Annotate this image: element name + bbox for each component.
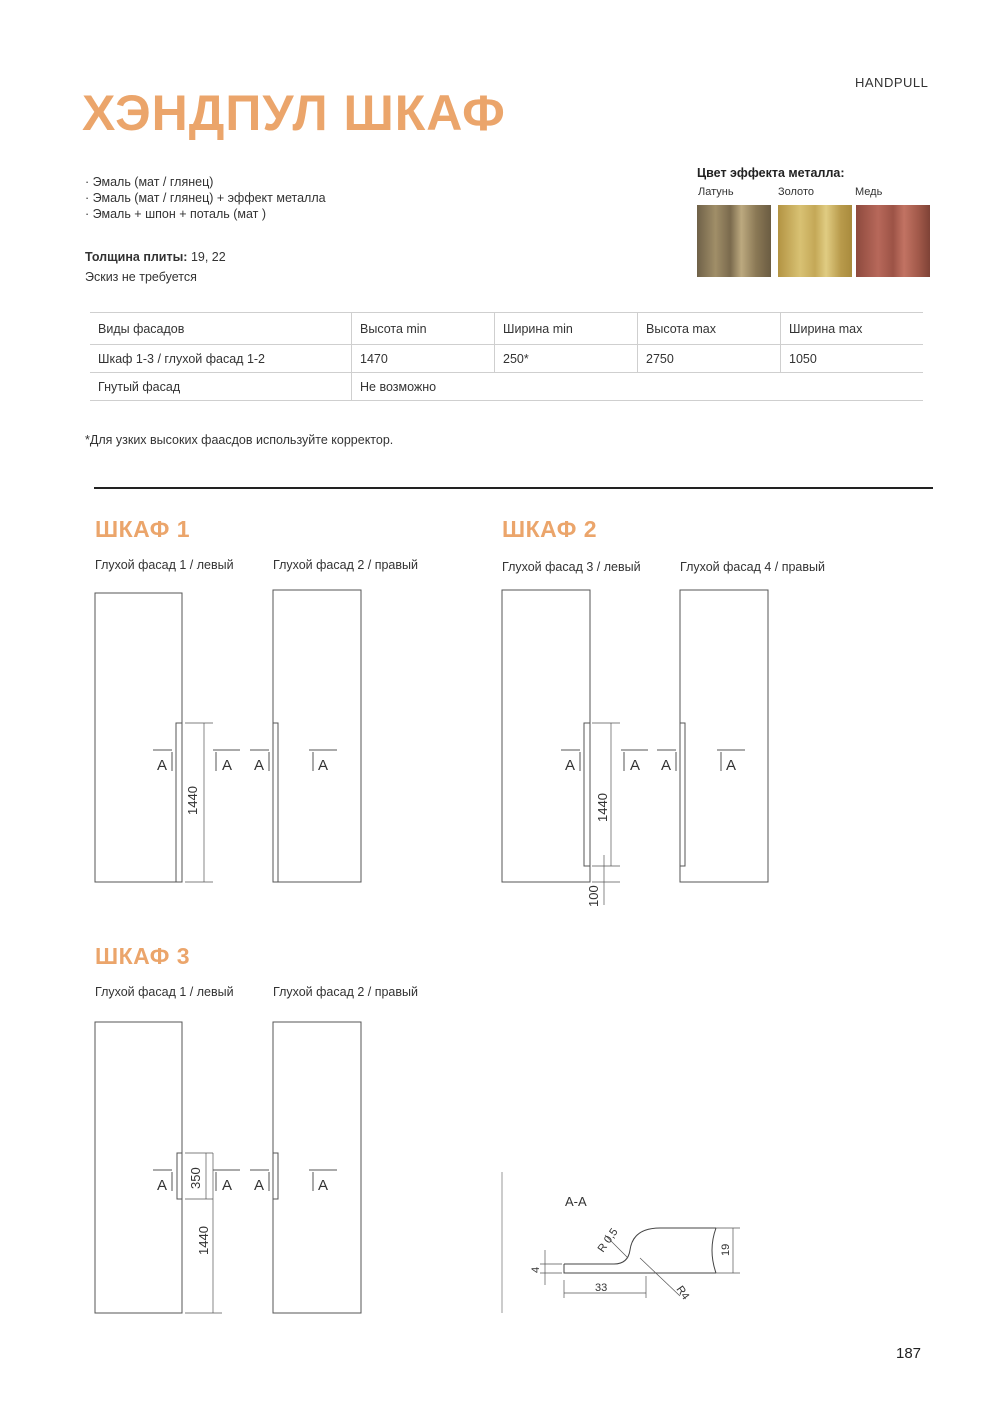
section-mark: A [157,1177,168,1194]
finish-item: · Эмаль (мат / глянец) [85,175,214,189]
facade-label: Глухой фасад 2 / правый [273,558,418,572]
swatch-label-gold: Золото [778,186,814,198]
section-mark: A [318,757,329,774]
table-cell: 250* [495,345,638,373]
thickness-label: Толщина плиты: [85,250,188,264]
section-title: А-А [565,1194,587,1209]
facade-label: Глухой фасад 3 / левый [502,560,641,574]
section-profile [564,1228,716,1264]
page-number: 187 [896,1345,922,1362]
table-cell: Шкаф 1-3 / глухой фасад 1-2 [90,345,352,373]
section-mark: A [222,1177,233,1194]
facade-panel [95,1022,182,1313]
facade-panel [680,590,768,882]
table-header: Высота max [638,313,781,345]
table-cell: Не возможно [352,373,924,401]
table-header: Высота min [352,313,495,345]
facade-panel [273,1022,361,1313]
table-header: Ширина min [495,313,638,345]
dimension-label: 1440 [185,786,200,815]
table-cell: 2750 [638,345,781,373]
handle-profile [584,723,590,866]
table-cell: 1470 [352,345,495,373]
dimension-label: 4 [530,1266,542,1273]
swatch-label-copper: Медь [855,186,883,198]
handle-profile [177,1153,182,1199]
facade-panel [95,593,182,882]
table-cell: 1050 [781,345,924,373]
facade-label: Глухой фасад 1 / левый [95,985,234,999]
section-mark: A [318,1177,329,1194]
dimension-label: 350 [188,1167,203,1189]
facade-panel [273,590,361,882]
brand-name: HANDPULL [855,75,929,90]
handle-profile [680,723,685,866]
table-header: Ширина max [781,313,924,345]
dimension-label: 19 [720,1243,732,1256]
section-mark: A [157,757,168,774]
dimension-label: 33 [595,1282,608,1294]
footnote: *Для узких высоких фаасдов используйте корректор. [85,433,394,447]
page-title: ХЭНДПУЛ ШКАФ [82,85,506,141]
section-mark: A [726,757,737,774]
metal-effect-title: Цвет эффекта металла: [697,166,845,180]
facade-label: Глухой фасад 4 / правый [680,560,825,574]
radius-label: R 0,5 [595,1226,621,1255]
finish-item: · Эмаль (мат / глянец) + эффект металла [85,191,326,205]
facade-label: Глухой фасад 2 / правый [273,985,418,999]
dimension-label: 1440 [595,793,610,822]
finish-item: · Эмаль + шпон + поталь (мат ) [85,207,267,221]
dimension-label: 1440 [196,1226,211,1255]
facade-label: Глухой фасад 1 / левый [95,558,234,572]
sketch-note: Эскиз не требуется [85,270,197,284]
swatch-label-brass: Латунь [698,186,734,198]
section-mark: A [565,757,576,774]
table-cell: Гнутый фасад [90,373,352,401]
handle-profile [273,1153,278,1199]
handle-profile [176,723,182,882]
section-mark: A [630,757,641,774]
thickness-value: 19, 22 [190,250,226,264]
dimension-label: 100 [586,885,601,907]
section-mark: A [661,757,672,774]
section-mark: A [254,1177,265,1194]
handle-profile [273,723,278,882]
section-mark: A [254,757,265,774]
facade-panel [502,590,590,882]
table-header: Виды фасадов [90,313,352,345]
section-title-cabinet-3: ШКАФ 3 [95,943,190,969]
radius-label: R4 [673,1283,692,1303]
section-mark: A [222,757,233,774]
section-title-cabinet-2: ШКАФ 2 [502,516,597,542]
section-title-cabinet-1: ШКАФ 1 [95,516,190,542]
